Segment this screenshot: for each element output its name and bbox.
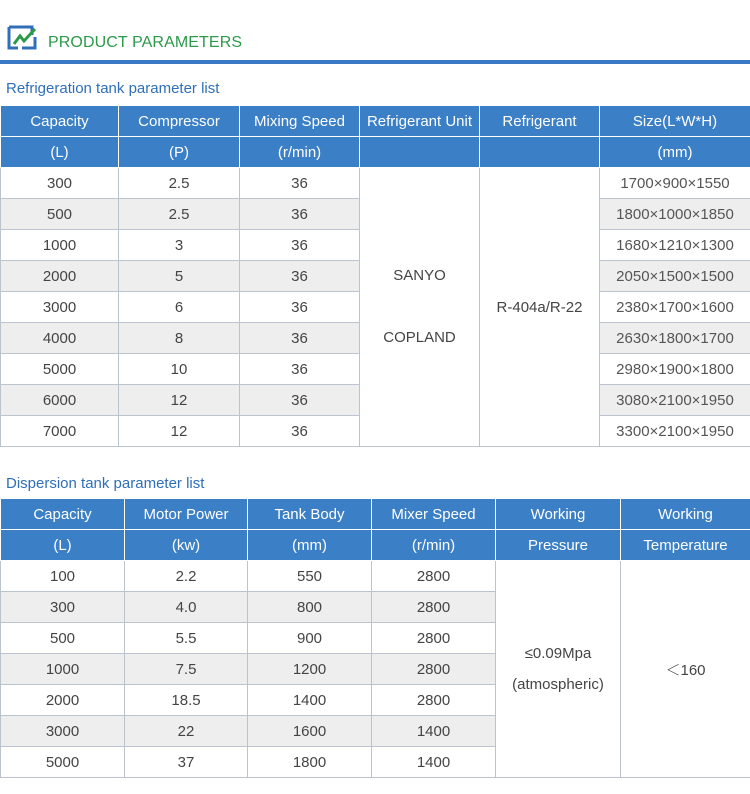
- size-cell: 2630×1800×1700: [600, 323, 750, 354]
- pressure-note: (atmospheric): [512, 676, 604, 693]
- table-header-row: [1, 106, 750, 137]
- mixer-speed-cell: 1400: [372, 716, 496, 747]
- refrigeration-table: [0, 105, 750, 447]
- table-header-row: [1, 499, 750, 530]
- mixer-speed-cell: 2800: [372, 685, 496, 716]
- capacity-cell: 7000: [1, 416, 119, 447]
- mixer-speed-cell: 2800: [372, 561, 496, 592]
- column-unit: (mm): [600, 137, 750, 168]
- tank-body-cell: 1800: [248, 747, 372, 778]
- column-unit: [360, 137, 480, 168]
- capacity-cell: 300: [1, 592, 125, 623]
- speed-cell: 36: [240, 261, 360, 292]
- column-header: Refrigerant: [480, 106, 600, 137]
- pressure-value: ≤0.09Mpa: [524, 645, 592, 662]
- compressor-cell: 2.5: [119, 199, 240, 230]
- size-cell: 3300×2100×1950: [600, 416, 750, 447]
- capacity-cell: 5000: [1, 747, 125, 778]
- capacity-cell: 4000: [1, 323, 119, 354]
- column-header: Capacity: [1, 499, 125, 530]
- column-header: Tank Body: [248, 499, 372, 530]
- column-unit: (mm): [248, 530, 372, 561]
- column-header: Mixer Speed: [372, 499, 496, 530]
- table-row: [1, 168, 750, 199]
- column-unit: Temperature: [621, 530, 750, 561]
- speed-cell: 36: [240, 354, 360, 385]
- motor-power-cell: 22: [125, 716, 248, 747]
- speed-cell: 36: [240, 323, 360, 354]
- speed-cell: 36: [240, 168, 360, 199]
- column-unit: (L): [1, 137, 119, 168]
- size-cell: 1680×1210×1300: [600, 230, 750, 261]
- motor-power-cell: 37: [125, 747, 248, 778]
- refrigerant-unit-sanyo: SANYO: [393, 267, 446, 284]
- capacity-cell: 5000: [1, 354, 119, 385]
- size-cell: 2380×1700×1600: [600, 292, 750, 323]
- column-header: Size(L*W*H): [600, 106, 750, 137]
- capacity-cell: 1000: [1, 230, 119, 261]
- size-cell: 2050×1500×1500: [600, 261, 750, 292]
- working-temperature-cell: ＜160: [621, 561, 750, 778]
- speed-cell: 36: [240, 230, 360, 261]
- tank-body-cell: 1200: [248, 654, 372, 685]
- capacity-cell: 2000: [1, 685, 125, 716]
- page-header: [0, 0, 750, 64]
- size-cell: 2980×1900×1800: [600, 354, 750, 385]
- compressor-cell: 8: [119, 323, 240, 354]
- tank-body-cell: 800: [248, 592, 372, 623]
- refrigerant-unit-copland: COPLAND: [383, 329, 456, 346]
- chart-logo-icon: [6, 24, 38, 52]
- size-cell: 1700×900×1550: [600, 168, 750, 199]
- tank-body-cell: 550: [248, 561, 372, 592]
- column-unit: Pressure: [496, 530, 621, 561]
- capacity-cell: 100: [1, 561, 125, 592]
- header-divider: [0, 60, 750, 64]
- page-title: PRODUCT PARAMETERS: [48, 34, 243, 51]
- capacity-cell: 3000: [1, 716, 125, 747]
- speed-cell: 36: [240, 385, 360, 416]
- capacity-cell: 500: [1, 199, 119, 230]
- column-header: Capacity: [1, 106, 119, 137]
- column-unit: (kw): [125, 530, 248, 561]
- size-cell: 3080×2100×1950: [600, 385, 750, 416]
- size-cell: 1800×1000×1850: [600, 199, 750, 230]
- refrigerant-cell: R-404a/R-22: [480, 168, 600, 447]
- column-header: Compressor: [119, 106, 240, 137]
- refrigerant-unit-cell: [360, 168, 480, 447]
- capacity-cell: 6000: [1, 385, 119, 416]
- compressor-cell: 10: [119, 354, 240, 385]
- motor-power-cell: 5.5: [125, 623, 248, 654]
- capacity-cell: 1000: [1, 654, 125, 685]
- column-header: Mixing Speed: [240, 106, 360, 137]
- column-unit: (P): [119, 137, 240, 168]
- column-unit: (r/min): [372, 530, 496, 561]
- motor-power-cell: 18.5: [125, 685, 248, 716]
- capacity-cell: 3000: [1, 292, 119, 323]
- speed-cell: 36: [240, 292, 360, 323]
- capacity-cell: 300: [1, 168, 119, 199]
- compressor-cell: 12: [119, 416, 240, 447]
- motor-power-cell: 2.2: [125, 561, 248, 592]
- capacity-cell: 2000: [1, 261, 119, 292]
- compressor-cell: 2.5: [119, 168, 240, 199]
- tank-body-cell: 1600: [248, 716, 372, 747]
- table-unit-row: [1, 137, 750, 168]
- mixer-speed-cell: 2800: [372, 623, 496, 654]
- speed-cell: 36: [240, 416, 360, 447]
- compressor-cell: 6: [119, 292, 240, 323]
- compressor-cell: 3: [119, 230, 240, 261]
- motor-power-cell: 7.5: [125, 654, 248, 685]
- mixer-speed-cell: 2800: [372, 654, 496, 685]
- tank-body-cell: 900: [248, 623, 372, 654]
- table-row: [1, 561, 750, 592]
- compressor-cell: 12: [119, 385, 240, 416]
- column-header: Motor Power: [125, 499, 248, 530]
- column-unit: [480, 137, 600, 168]
- column-unit: (r/min): [240, 137, 360, 168]
- mixer-speed-cell: 1400: [372, 747, 496, 778]
- compressor-cell: 5: [119, 261, 240, 292]
- speed-cell: 36: [240, 199, 360, 230]
- dispersion-section-title: Dispersion tank parameter list: [6, 475, 205, 492]
- column-header: Refrigerant Unit: [360, 106, 480, 137]
- dispersion-table: [0, 498, 750, 778]
- column-unit: (L): [1, 530, 125, 561]
- refrigeration-section-title: Refrigeration tank parameter list: [6, 80, 220, 97]
- motor-power-cell: 4.0: [125, 592, 248, 623]
- working-pressure-cell: [496, 561, 621, 778]
- mixer-speed-cell: 2800: [372, 592, 496, 623]
- column-header: Working: [496, 499, 621, 530]
- table-unit-row: [1, 530, 750, 561]
- capacity-cell: 500: [1, 623, 125, 654]
- tank-body-cell: 1400: [248, 685, 372, 716]
- column-header: Working: [621, 499, 750, 530]
